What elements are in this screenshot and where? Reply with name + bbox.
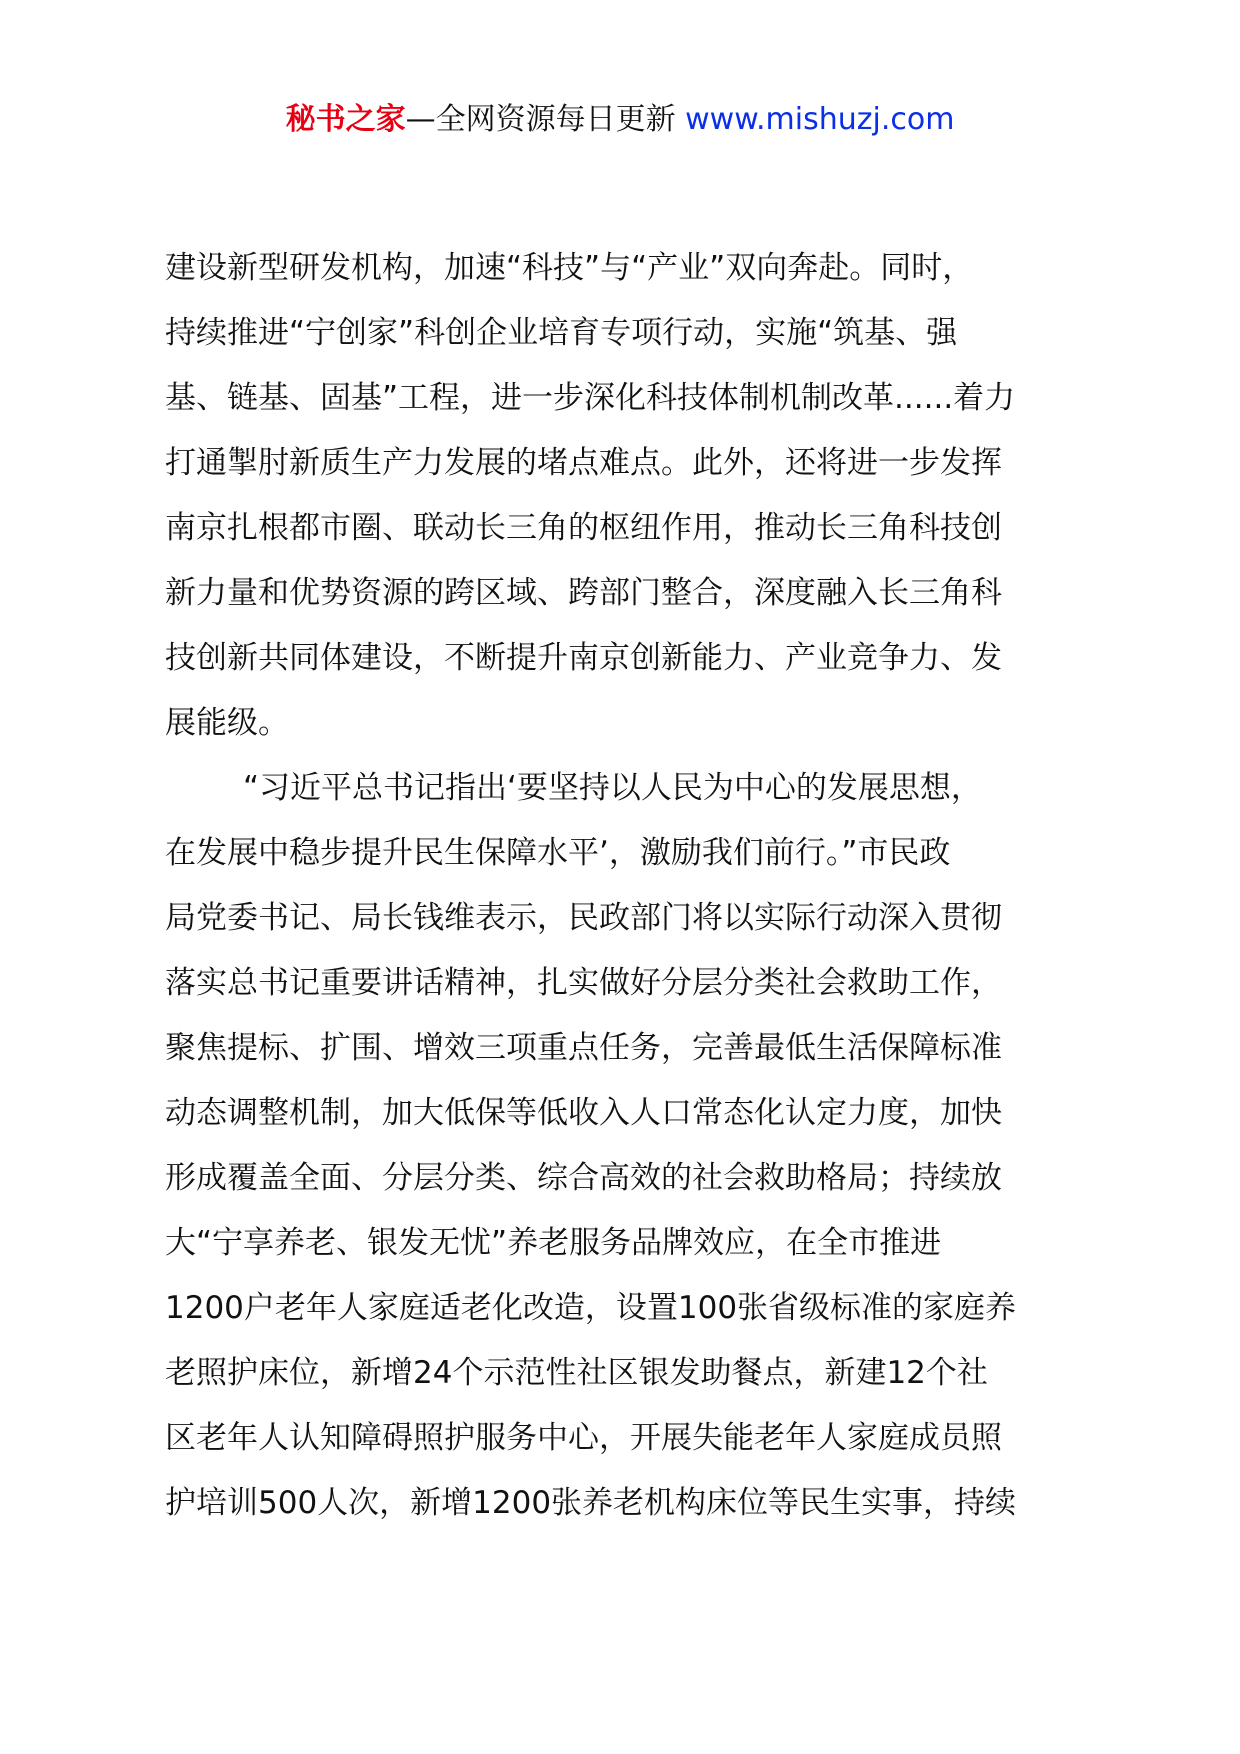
paragraph-start-line: “习近平总书记指出‘要坚持以人民为中心的发展思想，: [243, 770, 982, 806]
text-line: 技创新共同体建设，不断提升南京创新能力、产业竞争力、发: [165, 640, 1002, 676]
text-line: 大“宁享养老、银发无忧”养老服务品牌效应，在全市推进: [165, 1225, 942, 1261]
text-line: 老照护床位，新增24个示范性社区银发助餐点，新建12个社: [165, 1355, 988, 1391]
text-line: 1200户老年人家庭适老化改造，设置100张省级标准的家庭养: [165, 1290, 1017, 1326]
text-line: 南京扎根都市圈、联动长三角的枢纽作用，推动长三角科技创: [165, 510, 1002, 546]
text-line: 建设新型研发机构，加速“科技”与“产业”双向奔赴。同时，: [165, 250, 974, 286]
text-line: 打通掣肘新质生产力发展的堵点难点。此外，还将进一步发挥: [165, 445, 1002, 481]
site-header: [0, 98, 1240, 142]
text-line: 展能级。: [165, 705, 289, 741]
brand-name: 秘书之家: [285, 102, 406, 137]
text-line: 局党委书记、局长钱维表示，民政部门将以实际行动深入贯彻: [165, 900, 1002, 936]
text-line: 形成覆盖全面、分层分类、综合高效的社会救助格局；持续放: [165, 1160, 1002, 1196]
site-url-link[interactable]: www.mishuzj.com: [685, 102, 955, 137]
text-line: 区老年人认知障碍照护服务中心，开展失能老年人家庭成员照: [165, 1420, 1002, 1456]
header-tagline: —全网资源每日更新: [405, 102, 676, 137]
text-line: 聚焦提标、扩围、增效三项重点任务，完善最低生活保障标准: [165, 1030, 1002, 1066]
text-line: 基、链基、固基”工程，进一步深化科技体制机制改革......着力: [165, 380, 1016, 416]
text-line: 持续推进“宁创家”科创企业培育专项行动，实施“筑基、强: [165, 315, 958, 351]
text-line: 落实总书记重要讲话精神，扎实做好分层分类社会救助工作，: [165, 965, 1002, 1001]
text-line: 新力量和优势资源的跨区域、跨部门整合，深度融入长三角科: [165, 575, 1002, 611]
text-line: 护培训500人次，新增1200张养老机构床位等民生实事，持续: [165, 1485, 1017, 1521]
text-line: 动态调整机制，加大低保等低收入人口常态化认定力度，加快: [165, 1095, 1002, 1131]
text-line: 在发展中稳步提升民生保障水平’，激励我们前行。”市民政: [165, 835, 951, 871]
article-body: [165, 236, 1085, 1536]
